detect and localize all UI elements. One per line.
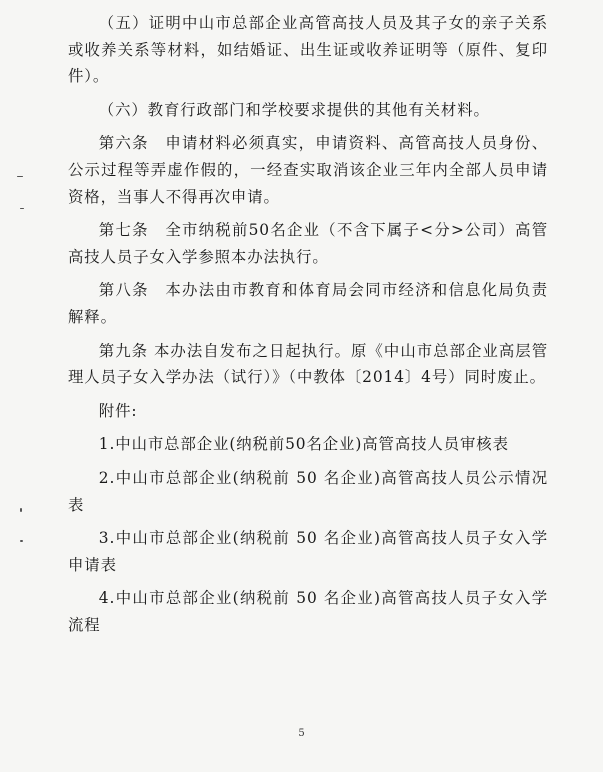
article-6: 第六条 申请材料必须真实，申请资料、高管高技人员身份、公示过程等弄虚作假的，一经查实取消该企业三年内全部人员申请资格，当事人不得再次申请。 <box>68 134 548 206</box>
attachment-item-2: 2.中山市总部企业(纳税前 50 名企业)高管高技人员公示情况表 <box>68 468 548 514</box>
attachment-item-1: 1.中山市总部企业(纳税前50名企业)高管高技人员审核表 <box>98 435 509 454</box>
scan-speck <box>17 176 23 177</box>
attachment-item-3: 3.中山市总部企业(纳税前 50 名企业)高管高技人员子女入学申请表 <box>68 529 548 574</box>
scan-speck <box>20 208 24 209</box>
article-9: 第九条 本办法自发布之日起执行。原《中山市总部企业高层管理人员子女入学办法（试行）》（中教体〔2014〕4号）同时废止。 <box>68 341 548 387</box>
page-number: 5 <box>298 728 305 739</box>
paragraph-5-proof-materials: （五）证明中山市总部企业高管高技人员及其子女的亲子关系或收养关系等材料，如结婚证、出生证或收养证明等（原件、复印件）。 <box>68 14 548 86</box>
body-text <box>68 10 548 645</box>
paragraph-6-other-materials: （六）教育行政部门和学校要求提供的其他有关材料。 <box>98 100 490 119</box>
scan-speck <box>20 540 23 542</box>
attachments-heading: 附件: <box>98 401 138 420</box>
article-7: 第七条 全市纳税前50名企业（不含下属子<分>公司）高管高技人员子女入学参照本办法执行。 <box>68 221 548 266</box>
article-8: 第八条 本办法由市教育和体育局会同市经济和信息化局负责解释。 <box>68 281 548 326</box>
attachment-item-4: 4.中山市总部企业(纳税前 50 名企业)高管高技人员子女入学流程 <box>68 589 548 634</box>
scan-speck <box>20 508 22 512</box>
